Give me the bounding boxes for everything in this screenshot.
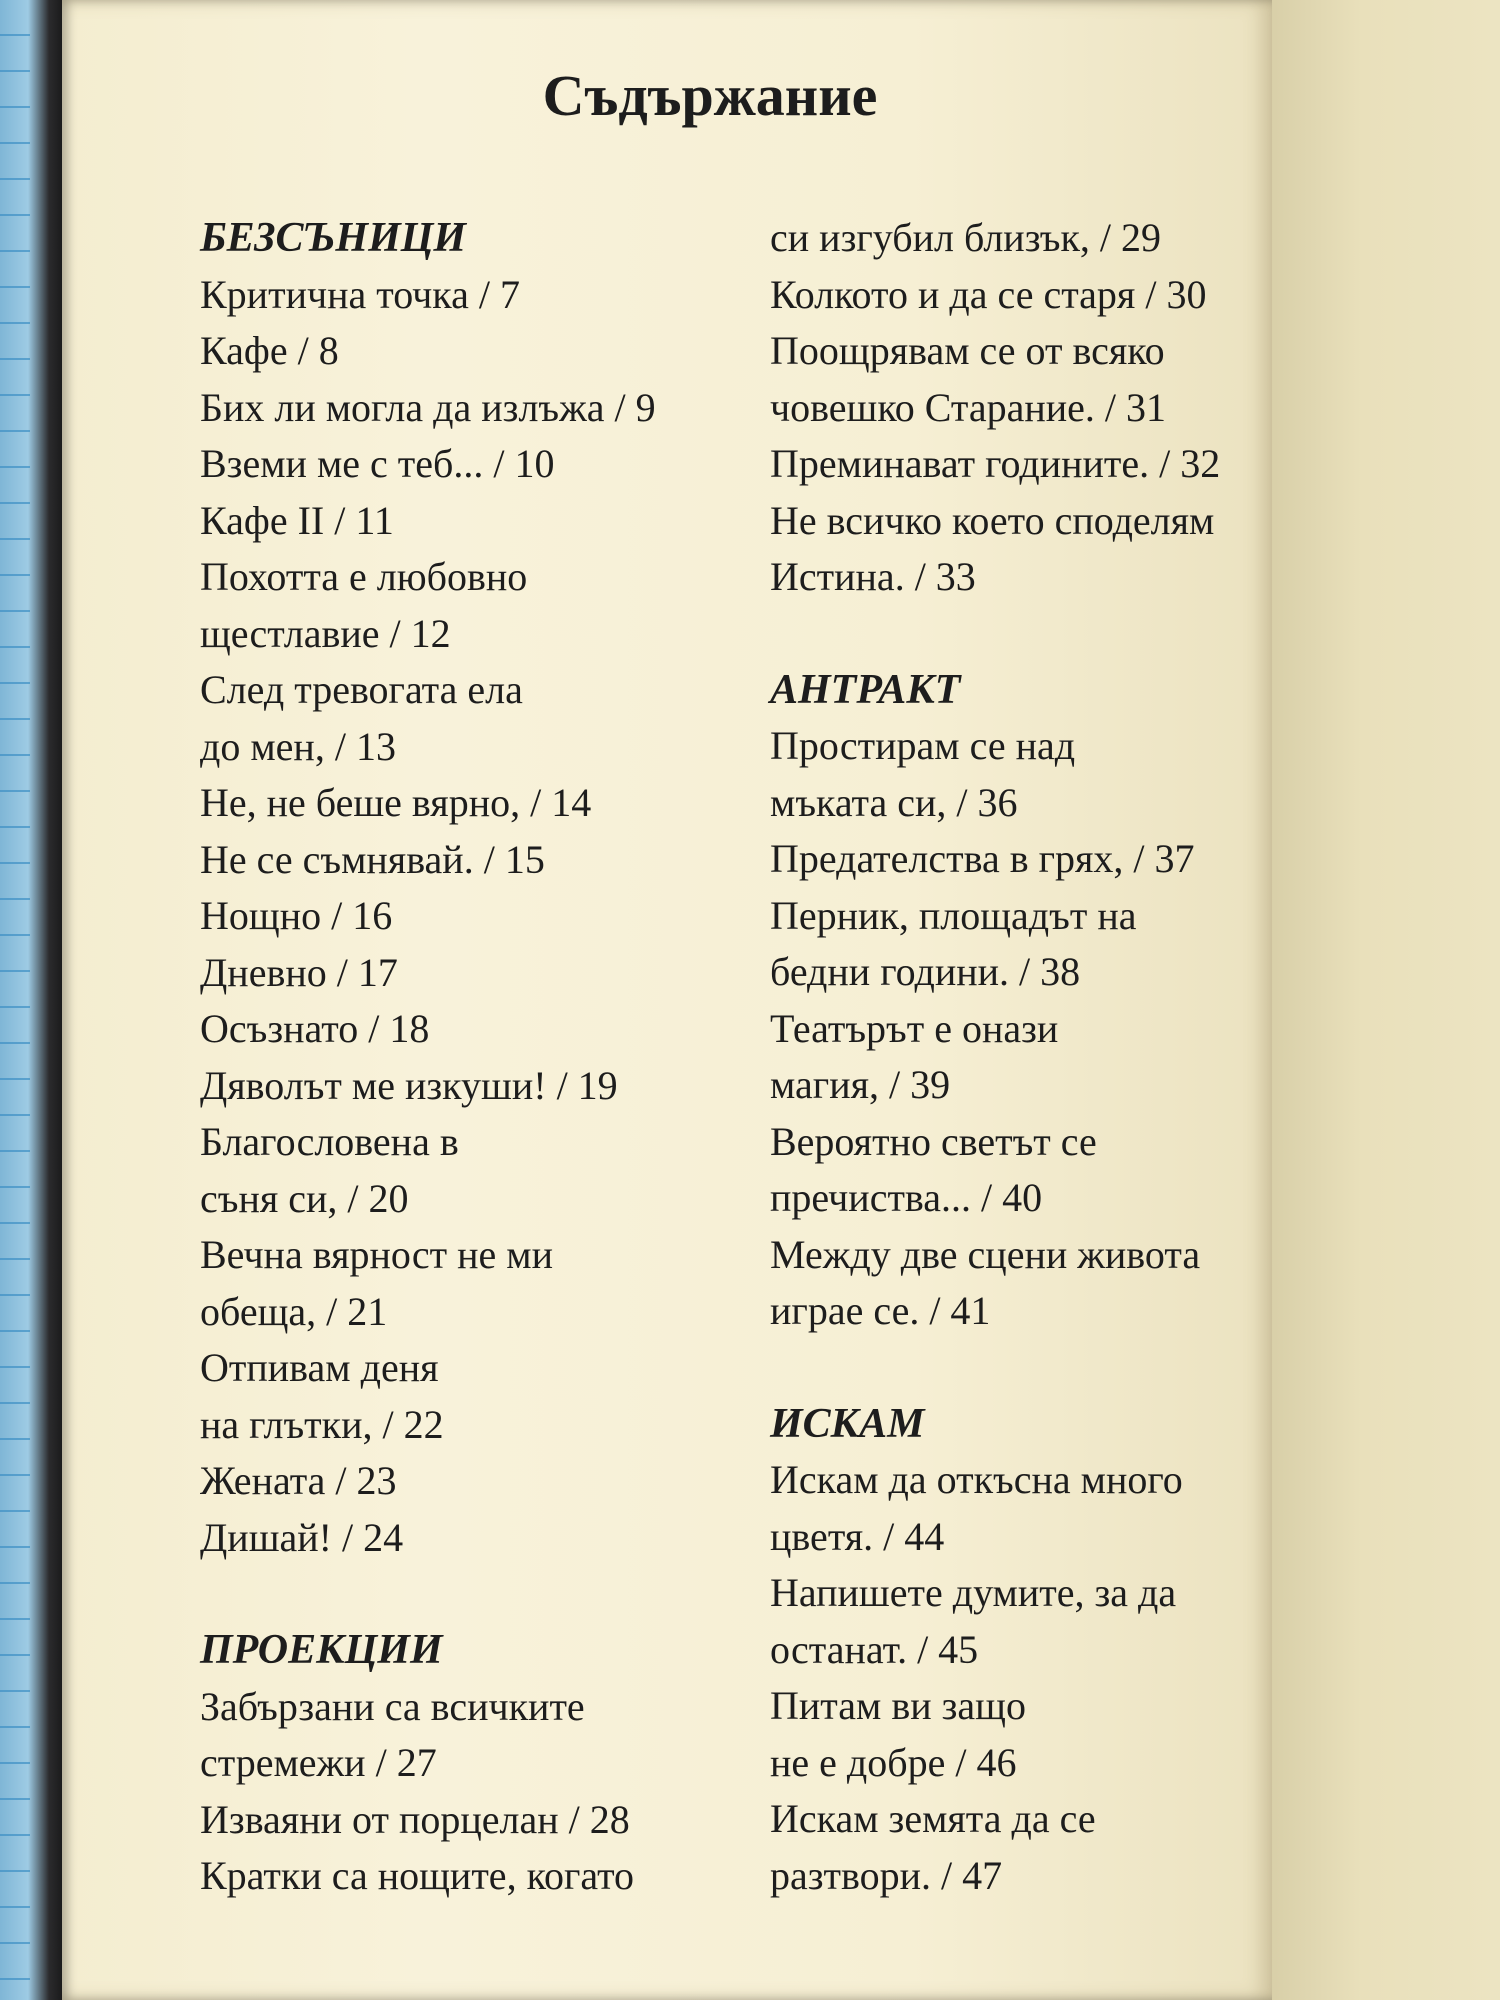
- toc-entry: Критична точка / 7: [200, 271, 520, 317]
- toc-entry: Осъзнато / 18: [200, 1006, 430, 1051]
- toc-entry: Дневно / 17: [200, 949, 398, 995]
- toc-entry: Напишете думите, за да: [770, 1570, 1177, 1615]
- toc-entry: стремежи / 27: [200, 1740, 437, 1785]
- toc-entry: Изваяни от порцелан / 28: [200, 1796, 630, 1842]
- toc-entry: Не се съмнявай. / 15: [200, 836, 545, 882]
- toc-entry: Кафе II / 11: [200, 497, 394, 543]
- toc-entry: Нощно / 16: [200, 893, 393, 938]
- toc-entry: Искам земята да се: [770, 1796, 1096, 1841]
- toc-entry: Жената / 23: [200, 1458, 397, 1503]
- toc-entry: След тревогата ела: [200, 667, 523, 712]
- toc-entry: Между две сцени живота: [770, 1231, 1201, 1277]
- page-title: Съдържание: [542, 63, 878, 128]
- toc-entry: Театърът е онази: [770, 1005, 1059, 1051]
- toc-entry: Бих ли могла да излъжа / 9: [200, 384, 656, 430]
- toc-entry: си изгубил близък, / 29: [770, 215, 1162, 260]
- section-heading: БЕЗСЪНИЦИ: [200, 215, 467, 261]
- toc-entry: пречиства... / 40: [770, 1175, 1043, 1220]
- toc-entry: играе се. / 41: [770, 1288, 991, 1333]
- toc-entry: щестлавие / 12: [200, 610, 451, 656]
- section-heading: АНТРАКТ: [770, 666, 961, 713]
- toc-entry: Отпивам деня: [200, 1345, 439, 1390]
- toc-entry: Колкото и да се старя / 30: [770, 271, 1207, 317]
- section-gap: [770, 1340, 1330, 1396]
- toc-entry: съня си, / 20: [200, 1175, 409, 1221]
- toc-entry: не е добре / 46: [770, 1739, 1017, 1785]
- toc-entry: Не, не беше вярно, / 14: [200, 780, 592, 825]
- toc-entry: Забързани са всичките: [200, 1683, 585, 1729]
- toc-entry: разтвори. / 47: [770, 1852, 1003, 1898]
- toc-entry: Не всичко което споделям: [770, 497, 1215, 543]
- toc-entry: Питам ви защо: [770, 1683, 1026, 1728]
- toc-entry: обеща, / 21: [200, 1288, 388, 1334]
- toc-entry: магия, / 39: [770, 1062, 951, 1107]
- toc-entry: Кратки са нощите, когато: [200, 1853, 635, 1898]
- toc-entry: човешко Старание. / 31: [770, 384, 1167, 430]
- toc-entry: Вероятно светът се: [770, 1118, 1097, 1164]
- toc-entry: Преминават годините. / 32: [770, 441, 1221, 486]
- toc-entry: Благословена в: [200, 1119, 459, 1164]
- toc-entry: Поощрявам се от всяко: [770, 328, 1165, 373]
- toc-entry: Перник, площадът на: [770, 892, 1137, 938]
- toc-entry: до мен, / 13: [200, 723, 396, 769]
- section-heading: ПРОЕКЦИИ: [200, 1627, 443, 1673]
- toc-entry: бедни години. / 38: [770, 949, 1081, 994]
- toc-entry: Кафе / 8: [200, 328, 339, 373]
- notebook-lines: [0, 0, 30, 2000]
- section-heading: ИСКАМ: [770, 1400, 925, 1447]
- toc-entry: Вземи ме с теб... / 10: [200, 441, 555, 486]
- toc-entry: останат. / 45: [770, 1626, 979, 1672]
- toc-entry: Искам да откъсна много: [770, 1457, 1183, 1502]
- section-gap: [200, 1566, 760, 1622]
- toc-entry: Дишай! / 24: [200, 1514, 404, 1560]
- section-gap: [770, 606, 1330, 662]
- toc-entry: Предателства в грях, / 37: [770, 836, 1195, 881]
- toc-column-left: [200, 210, 760, 1905]
- toc-entry: Простирам се над: [770, 723, 1076, 768]
- toc-entry: Дяволът ме изкуши! / 19: [200, 1062, 618, 1108]
- toc-entry: мъката си, / 36: [770, 779, 1018, 825]
- toc-entry: Похотта е любовно: [200, 554, 528, 599]
- toc-column-right: [770, 210, 1330, 1904]
- toc-entry: на глътки, / 22: [200, 1401, 444, 1447]
- toc-entry: Истина. / 33: [770, 554, 976, 599]
- toc-entry: Вечна вярност не ми: [200, 1232, 553, 1277]
- toc-entry: цветя. / 44: [770, 1513, 945, 1559]
